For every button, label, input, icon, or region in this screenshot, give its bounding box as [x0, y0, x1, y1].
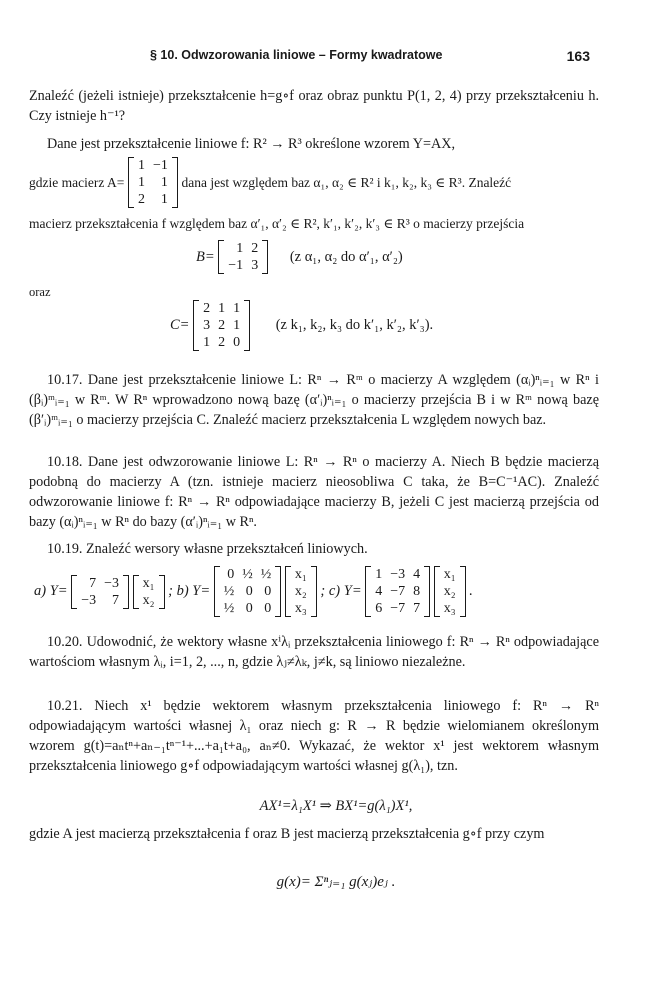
- exercise-10-21-text: 10.21. Niech x¹ będzie wektorem własnym przekształcenia liniowego f: Rⁿ → Rⁿ odpowiadającym wartości własnej λ₁ oraz niech g: R → R będzie wielomianem określonym wzorem g(t)=aₙtⁿ+aₙ₋₁tⁿ⁻¹+...+a₁t+a₀, aₙ≠0. Wykazać, że wektor x¹ jest wektorem własnym przekształcenia liniowego g∘f odpowiadającym wartości własnej g(λ₁), tzn.: [29, 698, 599, 774]
- matrix-C-row: [199, 317, 244, 334]
- matrix-b-cell: ½: [260, 567, 272, 582]
- running-header: [150, 48, 590, 62]
- matrix-A-cell: −1: [152, 158, 168, 173]
- matrix-B-cell: 2: [251, 241, 259, 256]
- matrix-c-row: [371, 566, 424, 583]
- matrix-C-cell: 1: [203, 335, 211, 350]
- vector-a-cell: x₂: [142, 592, 155, 608]
- matrix-A-cell: 2: [137, 192, 145, 207]
- header-title: § 10. Odwzorowania liniowe – Formy kwadratowe: [150, 48, 443, 62]
- matrix-c-cell: −3: [390, 567, 406, 582]
- matrix-b-cell: 0: [245, 584, 253, 599]
- matrix-a-cell: 7: [112, 592, 119, 608]
- vector-c-cell: x₃: [443, 601, 456, 616]
- matrix-c-cell: 4: [413, 567, 421, 582]
- matrix-b-row: [220, 566, 276, 583]
- page-number: 163: [566, 48, 590, 64]
- matrix-c-row: [371, 583, 424, 600]
- exercise-10-16-line3: macierz przekształcenia f względem baz α′₁, α′₂ ∈ R², k′₁, k′₂, k′₃ ∈ R³ o macierzy przejścia: [29, 216, 525, 231]
- matrix-C-cell: 1: [233, 301, 241, 316]
- matrix-b-cell: 0: [264, 601, 272, 616]
- matrix-c-cell: 8: [413, 584, 421, 599]
- matrix-C-cell: 0: [233, 335, 241, 350]
- matrix-b-cell: 0: [264, 584, 272, 599]
- matrix-c-cell: 7: [413, 601, 421, 616]
- matrix-b-cell: ½: [223, 584, 235, 599]
- exercise-10-17: 10.17. Dane jest przekształcenie liniowe L: Rⁿ → Rᵐ o macierzy A względem (αᵢ)ⁿᵢ₌₁ w Rⁿ i (βᵢ)ᵐᵢ₌₁ w Rᵐ. W Rⁿ wprowadzono nową bazę (α′ᵢ)ⁿᵢ₌₁ o macierzy przejścia B i w Rᵐ nową bazę (β′ᵢ)ᵐᵢ₌₁ o macierzy przejścia C. Znaleźć macierz przekształcenia L względem nowych baz.: [29, 372, 599, 428]
- matrix-C-cell: 1: [218, 301, 226, 316]
- matrix-C-cell: 2: [218, 335, 226, 350]
- vector-c-row: [440, 600, 460, 617]
- matrix-c-cell: −7: [390, 584, 406, 599]
- matrix-A-cell: 1: [160, 175, 168, 190]
- matrix-C-cell: 2: [218, 318, 226, 333]
- matrix-a-cell: 7: [89, 575, 97, 591]
- matrix-C-cell: 3: [203, 318, 211, 333]
- vector-c-row: [440, 583, 460, 600]
- matrix-A-row: [134, 191, 172, 208]
- matrix-c: [365, 566, 430, 617]
- matrix-B: [218, 240, 268, 274]
- matrix-A-cell: 1: [137, 158, 145, 173]
- matrix-B-cell: −1: [228, 258, 244, 273]
- matrix-c-cell: 4: [375, 584, 383, 599]
- matrix-B-cell: 1: [236, 241, 244, 256]
- matrix-c-cell: 6: [375, 601, 383, 616]
- matrix-C-equation: C= 2 1 1 3 2 1 1 2 0 (z k₁, k₂, k₃ do k′₁, k′₂, k′₃).: [170, 301, 434, 350]
- matrix-b-cell: 0: [245, 601, 253, 616]
- vector-c: [434, 566, 466, 617]
- matrix-B-equation: B= 1 2 −1 3 (z α₁, α₂ do α′₁, α′₂): [196, 241, 403, 273]
- matrix-A-row: [134, 157, 172, 174]
- exercise-10-16-matrix-A-line: gdzie macierz A= 1 −1 1 1 2 1 dana jest względem baz α₁, α₂ ∈ R² i k₁, k₂, k₃ ∈ R³. Znaleźć: [29, 158, 512, 207]
- matrix-a-row: [77, 592, 123, 609]
- formula-g: g(x)= Σⁿⱼ₌₁ g(xⱼ)eⱼ .: [276, 874, 396, 890]
- matrix-b-cell: ½: [242, 567, 253, 582]
- matrix-B-cell: 3: [251, 258, 259, 273]
- matrix-C-row: [199, 300, 244, 317]
- matrix-A-cell: 1: [137, 175, 145, 190]
- matrix-b-row: [220, 600, 276, 617]
- matrix-b: [214, 566, 282, 617]
- formula-eigen: AX¹=λ₁X¹ ⇒ BX¹=g(λ₁)X¹,: [259, 798, 413, 814]
- matrix-C-row: [199, 334, 244, 351]
- exercise-10-18: 10.18. Dane jest odwzorowanie liniowe L: Rⁿ → Rⁿ o macierzy A. Niech B będzie macierzą podobną do macierzy A (tzn. istnieje macierz nieosobliwa C taka, że B=C⁻¹AC). Znaleźć odwzorowanie liniowe f: Rⁿ → Rⁿ odpowiadające macierzy B, jeżeli C jest macierzą przejścia od bazy (αᵢ)ⁿᵢ₌₁ w Rⁿ do bazy (α′ᵢ)ⁿᵢ₌₁ w Rⁿ.: [29, 454, 599, 530]
- exercise-10-16-line1: Dane jest przekształcenie liniowe f: R² → R³ określone wzorem Y=AX,: [47, 136, 455, 152]
- matrix-C: [193, 300, 250, 351]
- vector-c-cell: x₂: [443, 584, 456, 599]
- matrix-b-row: [220, 583, 276, 600]
- vector-a-row: [139, 575, 159, 592]
- matrix-A-row: [134, 174, 172, 191]
- vector-b-cell: x₂: [294, 584, 307, 599]
- matrix-b-cell: ½: [223, 601, 235, 616]
- oraz-word: oraz: [29, 285, 51, 299]
- matrix-c-row: [371, 600, 424, 617]
- matrix-C-cell: 1: [233, 318, 241, 333]
- matrix-c-cell: 1: [375, 567, 383, 582]
- matrix-c-cell: −7: [390, 601, 406, 616]
- exercise-10-19-matrices: a) Y= 7 −3 −3 7 x₁ x₂ ; b) Y= 0 ½ ½ ½ 0 0 ½ 0 0 x₁ x₂ x₃ ; c) Y= 1 −3 4 4 −7 8 6 −7 7 x₁ x₂ x₃ .: [34, 567, 473, 616]
- matrix-a: [71, 575, 129, 609]
- vector-b-row: [291, 566, 311, 583]
- vector-c-row: [440, 566, 460, 583]
- vector-c-cell: x₁: [443, 567, 456, 582]
- exercise-10-20: 10.20. Udowodnić, że wektory własne xⁱλᵢ przekształcenia liniowego f: Rⁿ → Rⁿ odpowiadające wartościom własnym λᵢ, i=1, 2, ..., n, gdzie λⱼ≠λₖ, j≠k, są liniowo niezależne.: [29, 634, 599, 670]
- vector-b-cell: x₁: [294, 567, 307, 582]
- vector-b: [285, 566, 317, 617]
- matrix-A: [128, 157, 178, 208]
- matrix-B-row: [224, 240, 262, 257]
- vector-a-row: [139, 592, 159, 609]
- vector-b-row: [291, 600, 311, 617]
- vector-b-row: [291, 583, 311, 600]
- vector-b-cell: x₃: [294, 601, 307, 616]
- matrix-a-cell: −3: [104, 575, 119, 591]
- intro-paragraph: Znaleźć (jeżeli istnieje) przekształcenie h=g∘f oraz obraz punktu P(1, 2, 4) przy przekształceniu h. Czy istnieje h⁻¹?: [29, 88, 599, 124]
- exercise-10-19-text: 10.19. Znaleźć wersory własne przekształceń liniowych.: [47, 541, 368, 557]
- matrix-b-cell: 0: [227, 567, 235, 582]
- vector-a: [133, 575, 165, 609]
- matrix-B-row: [224, 257, 262, 274]
- matrix-a-cell: −3: [81, 592, 97, 608]
- matrix-A-cell: 1: [160, 192, 168, 207]
- matrix-C-cell: 2: [203, 301, 211, 316]
- matrix-a-row: [77, 575, 123, 592]
- exercise-10-21-text2: gdzie A jest macierzą przekształcenia f oraz B jest macierzą przekształcenia g∘f przy czym: [29, 826, 545, 842]
- vector-a-cell: x₁: [142, 575, 155, 591]
